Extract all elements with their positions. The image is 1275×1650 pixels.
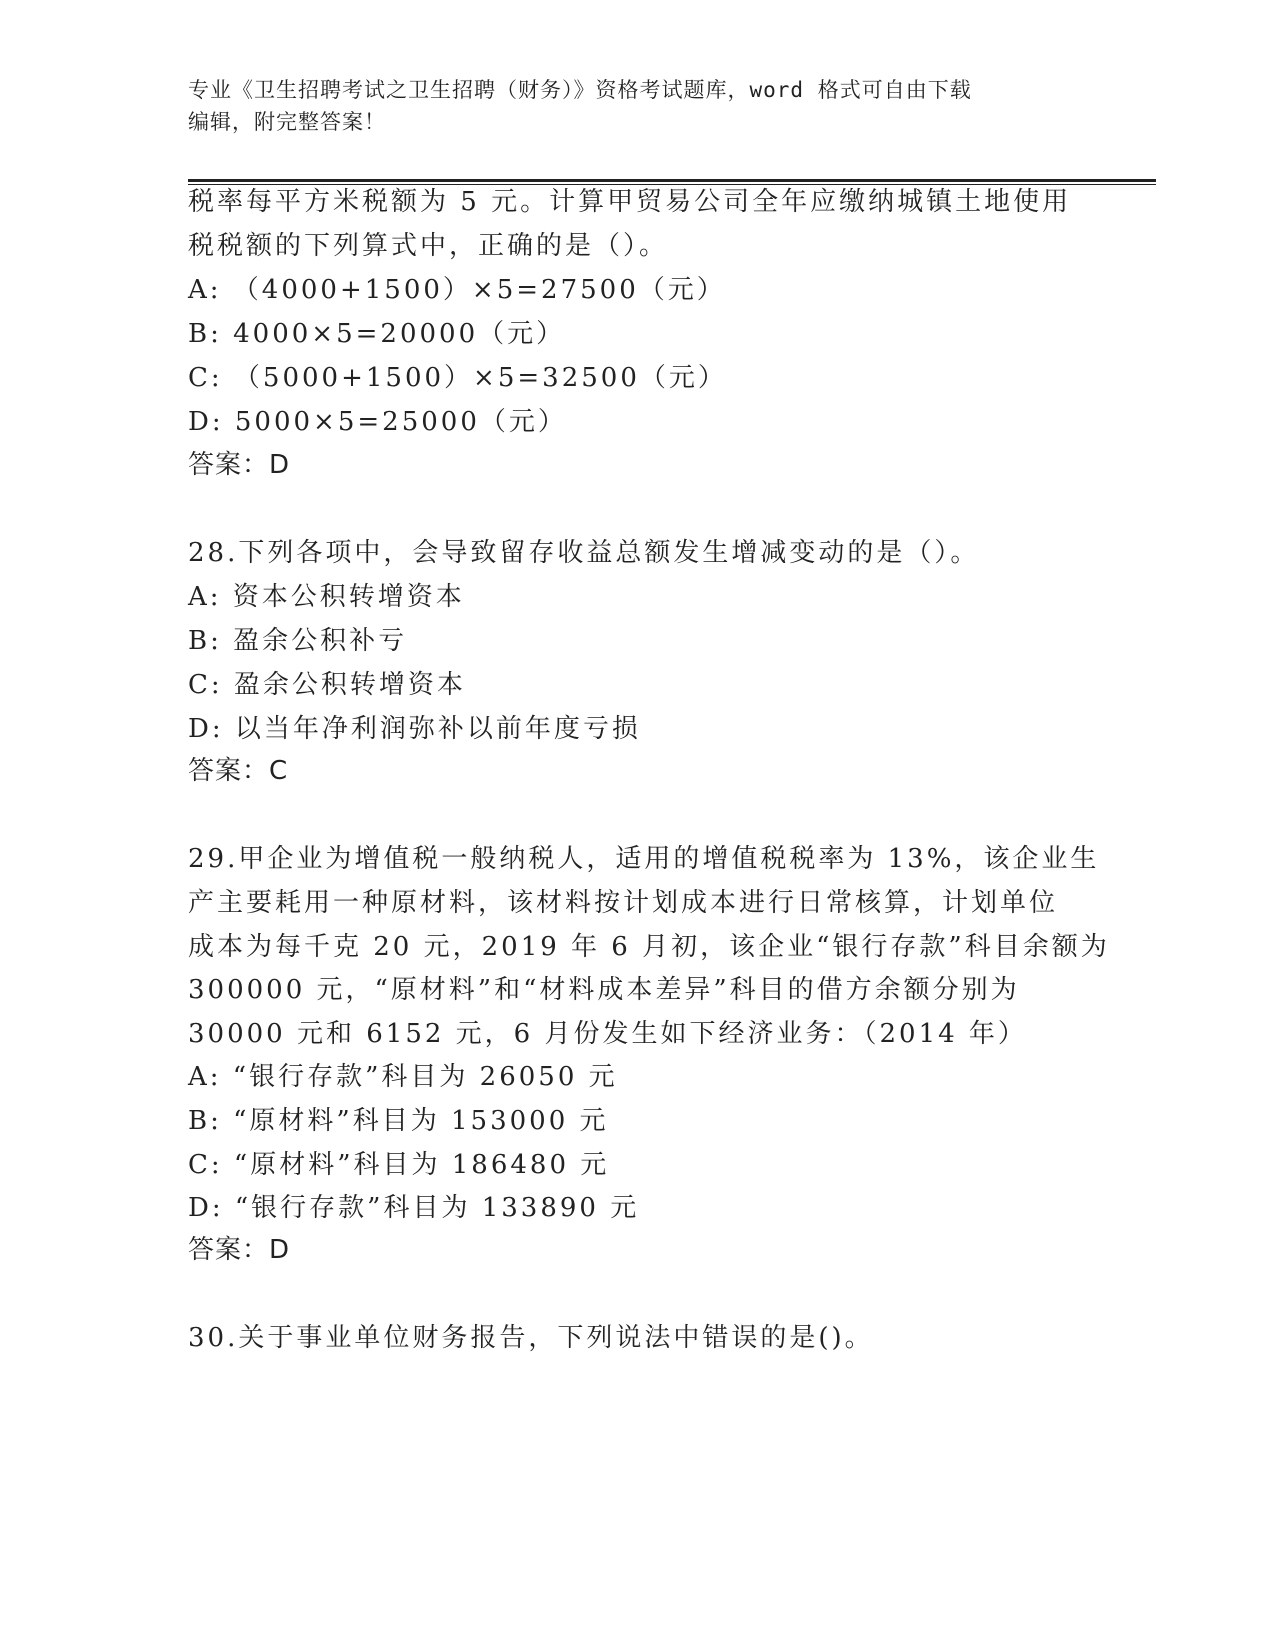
- q30-stem: 30.关于事业单位财务报告，下列说法中错误的是()。: [188, 1323, 874, 1353]
- q27-option-b: B: 4000×5=20000（元）: [188, 319, 566, 349]
- q29-stem-line-5: 30000 元和 6152 元，6 月份发生如下经济业务：（2014 年）: [188, 1019, 1027, 1049]
- q27-option-d: D: 5000×5=25000（元）: [188, 407, 567, 437]
- header-divider-thick: [188, 179, 1156, 182]
- q27-answer: 答案：D: [188, 450, 291, 480]
- q29-option-d: D: “银行存款”科目为 133890 元: [188, 1193, 640, 1223]
- q29-stem-line-4: 300000 元，“原材料”和“材料成本差异”科目的借方余额分别为: [188, 975, 1020, 1005]
- q27-stem-line-1: 税率每平方米税额为 5 元。计算甲贸易公司全年应缴纳城镇土地使用: [188, 187, 1072, 217]
- q27-option-a: A: （4000+1500）×5=27500（元）: [188, 275, 726, 305]
- q28-option-d: D: 以当年净利润弥补以前年度亏损: [188, 714, 641, 744]
- header-line-2: 编辑，附完整答案！: [188, 110, 386, 134]
- q27-stem-line-2: 税税额的下列算式中，正确的是（）。: [188, 231, 669, 261]
- document-header: [188, 74, 1088, 138]
- q28-option-b: B: 盈余公积补亏: [188, 626, 408, 656]
- q29-stem-line-1: 29.甲企业为增值税一般纳税人，适用的增值税税率为 13%，该企业生: [188, 844, 1100, 874]
- q28-option-a: A: 资本公积转增资本: [188, 582, 465, 612]
- q29-option-a: A: “银行存款”科目为 26050 元: [188, 1062, 618, 1092]
- q28-stem: 28.下列各项中，会导致留存收益总额发生增减变动的是（）。: [188, 538, 980, 568]
- q29-answer: 答案：D: [188, 1235, 291, 1265]
- q29-option-c: C: “原材料”科目为 186480 元: [188, 1150, 610, 1180]
- q29-stem-line-3: 成本为每千克 20 元，2019 年 6 月初，该企业“银行存款”科目余额为: [188, 932, 1110, 962]
- q28-answer: 答案：C: [188, 756, 289, 786]
- q27-option-c: C: （5000+1500）×5=32500（元）: [188, 363, 727, 393]
- q29-stem-line-2: 产主要耗用一种原材料，该材料按计划成本进行日常核算，计划单位: [188, 888, 1059, 918]
- header-line-1: 专业《卫生招聘考试之卫生招聘（财务）》资格考试题库，word 格式可自由下载: [188, 78, 972, 102]
- q29-option-b: B: “原材料”科目为 153000 元: [188, 1106, 609, 1136]
- q28-option-c: C: 盈余公积转增资本: [188, 670, 466, 700]
